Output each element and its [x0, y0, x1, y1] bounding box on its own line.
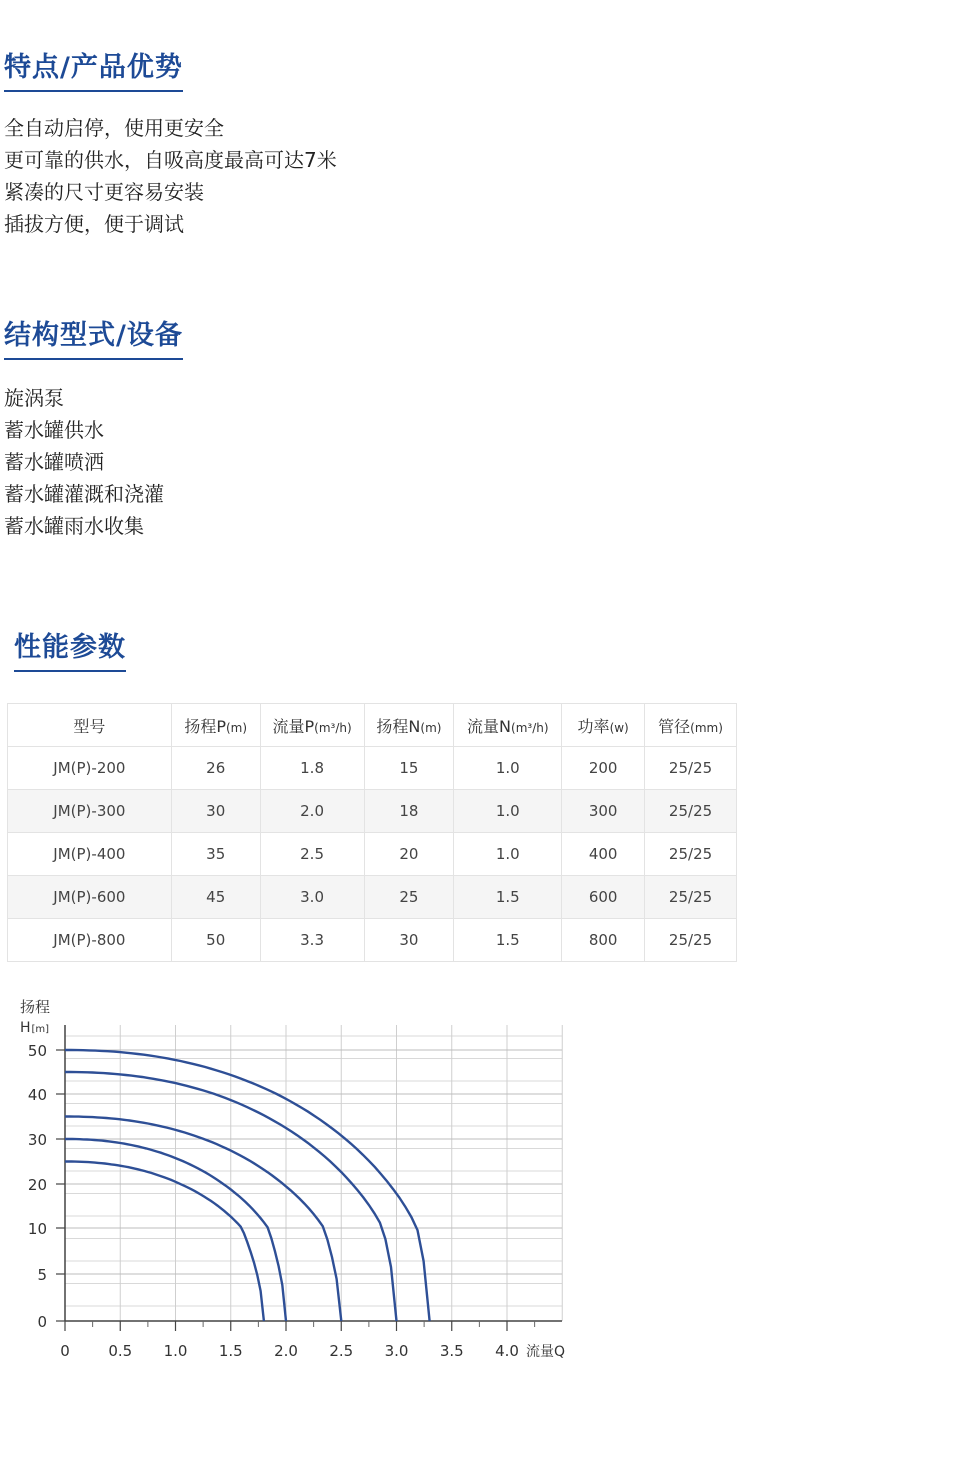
- features-title: 特点/产品优势: [4, 50, 183, 92]
- x-tick-label: 2.0: [274, 1342, 298, 1360]
- table-cell: 300: [562, 790, 645, 833]
- list-item: 蓄水罐雨水收集: [4, 514, 144, 538]
- x-tick-label: 2.5: [329, 1342, 354, 1360]
- list-item: 紧凑的尺寸更容易安装: [4, 180, 204, 204]
- table-header-cell: [8, 704, 172, 747]
- chart-grid: [65, 1025, 562, 1321]
- table-cell: 1.0: [454, 747, 562, 790]
- table-header-cell: [171, 704, 260, 747]
- performance-curve: [65, 1162, 264, 1322]
- table-cell: 20: [364, 833, 454, 876]
- table-cell: 25/25: [645, 919, 737, 962]
- table-cell: 3.3: [260, 919, 364, 962]
- y-tick-label: 40: [27, 1086, 47, 1104]
- table-body: [8, 747, 737, 962]
- table-row: [8, 747, 737, 790]
- table-cell: 26: [171, 747, 260, 790]
- table-cell: 35: [171, 833, 260, 876]
- list-item: 旋涡泵: [4, 386, 64, 410]
- table-cell: 400: [562, 833, 645, 876]
- table-cell: 25/25: [645, 833, 737, 876]
- structure-title: 结构型式/设备: [4, 318, 183, 360]
- table-cell: 1.0: [454, 833, 562, 876]
- chart-ylabel-unit-small: [m]: [31, 1024, 50, 1035]
- header-label: 流量P: [272, 716, 315, 736]
- table-cell: 800: [562, 919, 645, 962]
- performance-title: 性能参数: [14, 630, 126, 672]
- structure-list: [4, 382, 164, 542]
- table-cell: 1.5: [454, 876, 562, 919]
- table-cell: JM(P)-200: [8, 747, 172, 790]
- table-cell: JM(P)-600: [8, 876, 172, 919]
- table-header-cell: [562, 704, 645, 747]
- performance-curve: [65, 1117, 341, 1322]
- x-tick-label: 3.0: [384, 1342, 409, 1360]
- x-tick-label: 3.5: [439, 1342, 464, 1360]
- chart-ylabel-unit: [20, 1020, 49, 1036]
- x-tick-label: 1.5: [218, 1342, 243, 1360]
- chart-curves: [65, 1050, 430, 1321]
- header-unit: (m³/h): [511, 720, 549, 735]
- list-item: 插拔方便，便于调试: [4, 212, 184, 236]
- list-item: 全自动启停，使用更安全: [4, 116, 224, 140]
- table-row: [8, 790, 737, 833]
- table-row: [8, 919, 737, 962]
- x-tick-label: 1.0: [163, 1342, 188, 1360]
- header-label: 扬程P: [184, 716, 226, 736]
- table-cell: 3.0: [260, 876, 364, 919]
- header-label: 功率: [577, 716, 610, 736]
- y-tick-label: 20: [27, 1176, 47, 1194]
- table-header-row: [8, 704, 737, 747]
- header-unit: (m): [420, 720, 442, 735]
- table-cell: 45: [171, 876, 260, 919]
- y-tick-label: 50: [27, 1042, 47, 1060]
- table-header-cell: [364, 704, 454, 747]
- y-tick-label: 10: [27, 1220, 47, 1238]
- header-label: 型号: [73, 716, 106, 736]
- chart-axes: [65, 1025, 562, 1321]
- table-cell: JM(P)-400: [8, 833, 172, 876]
- table-header-cell: [260, 704, 364, 747]
- features-list: [4, 112, 337, 240]
- header-label: 流量N: [467, 716, 512, 736]
- chart-xlabel: 流量Q: [526, 1344, 566, 1360]
- table-cell: 2.5: [260, 833, 364, 876]
- table-cell: 15: [364, 747, 454, 790]
- header-unit: (mm): [690, 720, 723, 735]
- header-unit: (m³/h): [314, 720, 352, 735]
- table-cell: 2.0: [260, 790, 364, 833]
- performance-curve-chart: [0, 990, 600, 1375]
- header-label: 扬程N: [376, 716, 421, 736]
- table-cell: 25/25: [645, 790, 737, 833]
- list-item: 蓄水罐喷洒: [4, 450, 104, 474]
- chart-ylabel: 扬程: [20, 998, 51, 1016]
- list-item: 蓄水罐供水: [4, 418, 104, 442]
- table-cell: JM(P)-800: [8, 919, 172, 962]
- y-tick-label: 5: [37, 1266, 47, 1284]
- table-cell: 1.5: [454, 919, 562, 962]
- performance-table: [7, 703, 737, 962]
- header-unit: (m): [226, 720, 248, 735]
- table-cell: 30: [364, 919, 454, 962]
- header-unit: (w): [609, 720, 629, 735]
- x-tick-label: 4.0: [495, 1342, 519, 1360]
- table-cell: 25: [364, 876, 454, 919]
- table-cell: 1.0: [454, 790, 562, 833]
- table-row: [8, 876, 737, 919]
- table-row: [8, 833, 737, 876]
- performance-curve: [65, 1050, 430, 1321]
- table-cell: 18: [364, 790, 454, 833]
- list-item: 更可靠的供水，自吸高度最高可达7米: [4, 148, 337, 172]
- table-header-cell: [645, 704, 737, 747]
- table-cell: 600: [562, 876, 645, 919]
- table-cell: JM(P)-300: [8, 790, 172, 833]
- y-tick-label: 30: [27, 1131, 47, 1149]
- x-tick-label: 0.5: [108, 1342, 133, 1360]
- chart-ylabel-unit-main: H: [20, 1020, 31, 1036]
- table-cell: 25/25: [645, 747, 737, 790]
- y-tick-label: 0: [37, 1313, 47, 1331]
- chart-ticks: [28, 1042, 535, 1360]
- table-cell: 50: [171, 919, 260, 962]
- list-item: 蓄水罐灌溉和浇灌: [4, 482, 164, 506]
- header-label: 管径: [658, 716, 691, 736]
- table-cell: 200: [562, 747, 645, 790]
- table-header-cell: [454, 704, 562, 747]
- table-cell: 1.8: [260, 747, 364, 790]
- table-cell: 30: [171, 790, 260, 833]
- table-cell: 25/25: [645, 876, 737, 919]
- x-tick-label: 0: [60, 1342, 70, 1360]
